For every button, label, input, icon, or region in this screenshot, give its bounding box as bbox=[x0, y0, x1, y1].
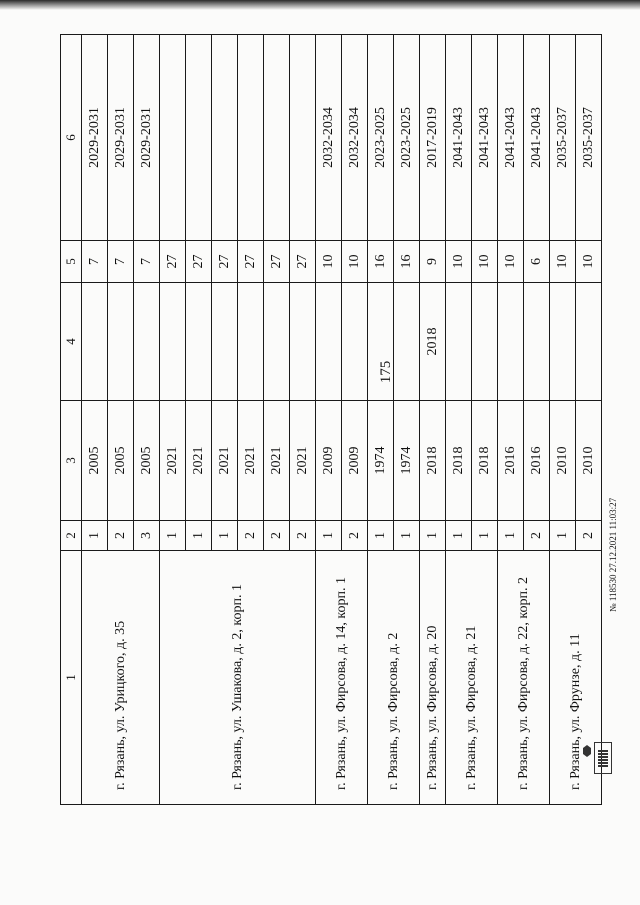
table-cell: 27 bbox=[186, 241, 212, 283]
header-cell: 6 bbox=[61, 35, 82, 241]
address-cell: г. Рязань, ул. Ушакова, д. 2, корп. 1 bbox=[160, 551, 316, 805]
table-cell bbox=[576, 283, 602, 401]
table-cell: 2032-2034 bbox=[342, 35, 368, 241]
table-cell bbox=[238, 35, 264, 241]
table-cell: 2018 bbox=[420, 283, 446, 401]
table-cell: 1 bbox=[316, 521, 342, 551]
table-cell: 16 bbox=[368, 241, 394, 283]
table-cell bbox=[238, 283, 264, 401]
table-row bbox=[368, 35, 394, 805]
table-row bbox=[498, 35, 524, 805]
table-cell: 7 bbox=[82, 241, 108, 283]
table-row bbox=[446, 35, 472, 805]
table-row bbox=[550, 35, 576, 805]
table-cell bbox=[524, 283, 550, 401]
table-cell bbox=[550, 283, 576, 401]
header-cell: 3 bbox=[61, 401, 82, 521]
table-cell: 2 bbox=[238, 521, 264, 551]
table-cell: 1 bbox=[472, 521, 498, 551]
table-cell: 2041-2043 bbox=[498, 35, 524, 241]
address-cell: г. Рязань, ул. Фирсова, д. 21 bbox=[446, 551, 498, 805]
table-cell: 1 bbox=[420, 521, 446, 551]
table-cell: 27 bbox=[290, 241, 316, 283]
table-cell bbox=[290, 35, 316, 241]
table-cell: 2005 bbox=[134, 401, 160, 521]
table-cell: 6 bbox=[524, 241, 550, 283]
table-cell: 2021 bbox=[238, 401, 264, 521]
table-cell: 2035-2037 bbox=[550, 35, 576, 241]
table-cell: 2016 bbox=[524, 401, 550, 521]
table-cell: 2029-2031 bbox=[134, 35, 160, 241]
table-row bbox=[316, 35, 342, 805]
table-cell: 10 bbox=[316, 241, 342, 283]
table-cell: 10 bbox=[498, 241, 524, 283]
table-cell: 1 bbox=[498, 521, 524, 551]
table-cell: 2005 bbox=[82, 401, 108, 521]
table-cell: 10 bbox=[576, 241, 602, 283]
table-cell bbox=[212, 35, 238, 241]
table-cell: 2041-2043 bbox=[446, 35, 472, 241]
table-cell: 1 bbox=[446, 521, 472, 551]
table-cell: 2 bbox=[524, 521, 550, 551]
table-cell: 2 bbox=[342, 521, 368, 551]
table-cell bbox=[394, 283, 420, 401]
table-cell: 1 bbox=[550, 521, 576, 551]
header-cell: 5 bbox=[61, 241, 82, 283]
table-cell: 2018 bbox=[472, 401, 498, 521]
table-cell: 16 bbox=[394, 241, 420, 283]
page-number: 175 bbox=[378, 360, 394, 384]
table-cell: 2 bbox=[576, 521, 602, 551]
table-cell: 2010 bbox=[550, 401, 576, 521]
table-cell bbox=[316, 283, 342, 401]
table-cell: 2023-2025 bbox=[368, 35, 394, 241]
table-cell: 2 bbox=[108, 521, 134, 551]
table-cell bbox=[472, 283, 498, 401]
table-cell: 1 bbox=[394, 521, 420, 551]
table-cell: 1 bbox=[212, 521, 238, 551]
table-cell: 27 bbox=[238, 241, 264, 283]
table-cell bbox=[160, 35, 186, 241]
table-cell bbox=[264, 35, 290, 241]
address-cell: г. Рязань, ул. Фрунзе, д. 11 bbox=[550, 551, 602, 805]
address-cell: г. Рязань, ул. Фирсова, д. 20 bbox=[420, 551, 446, 805]
table-cell: 2029-2031 bbox=[108, 35, 134, 241]
header-cell: 4 bbox=[61, 283, 82, 401]
table-cell bbox=[290, 283, 316, 401]
header-cell: 1 bbox=[61, 551, 82, 805]
table-cell: 2 bbox=[264, 521, 290, 551]
table-cell: 27 bbox=[160, 241, 186, 283]
address-cell: г. Рязань, ул. Урицкого, д. 35 bbox=[82, 551, 160, 805]
table-cell: 2041-2043 bbox=[524, 35, 550, 241]
table-cell: 1974 bbox=[368, 401, 394, 521]
table-cell: 2032-2034 bbox=[316, 35, 342, 241]
table-cell: 10 bbox=[446, 241, 472, 283]
table-cell: 2018 bbox=[446, 401, 472, 521]
data-table bbox=[60, 34, 602, 805]
table-cell bbox=[82, 283, 108, 401]
address-cell: г. Рязань, ул. Фирсова, д. 14, корп. 1 bbox=[316, 551, 368, 805]
table-cell bbox=[186, 35, 212, 241]
table-cell: 1 bbox=[368, 521, 394, 551]
table-cell: 2021 bbox=[160, 401, 186, 521]
table-cell: 2 bbox=[290, 521, 316, 551]
table-container bbox=[60, 35, 596, 805]
table-row bbox=[160, 35, 186, 805]
table-cell: 1 bbox=[186, 521, 212, 551]
table-cell: 7 bbox=[108, 241, 134, 283]
table-cell: 2021 bbox=[212, 401, 238, 521]
table-cell: 27 bbox=[212, 241, 238, 283]
address-cell: г. Рязань, ул. Фирсова, д. 22, корп. 2 bbox=[498, 551, 550, 805]
table-cell: 1 bbox=[82, 521, 108, 551]
table-cell: 2021 bbox=[186, 401, 212, 521]
table-header-row bbox=[61, 35, 82, 805]
table-cell: 1 bbox=[160, 521, 186, 551]
table-cell: 2035-2037 bbox=[576, 35, 602, 241]
table-cell: 2041-2043 bbox=[472, 35, 498, 241]
scan-shadow bbox=[0, 0, 640, 10]
table-cell bbox=[186, 283, 212, 401]
table-body bbox=[61, 35, 602, 805]
table-row bbox=[82, 35, 108, 805]
table-cell bbox=[134, 283, 160, 401]
table-cell: 3 bbox=[134, 521, 160, 551]
table-cell: 2023-2025 bbox=[394, 35, 420, 241]
table-cell: 2029-2031 bbox=[82, 35, 108, 241]
table-cell: 10 bbox=[550, 241, 576, 283]
table-cell: 10 bbox=[342, 241, 368, 283]
table-cell bbox=[446, 283, 472, 401]
table-cell: 27 bbox=[264, 241, 290, 283]
table-cell bbox=[160, 283, 186, 401]
table-cell bbox=[498, 283, 524, 401]
emblem-icon bbox=[582, 745, 592, 757]
address-cell: г. Рязань, ул. Фирсова, д. 2 bbox=[368, 551, 420, 805]
table-cell: 2021 bbox=[264, 401, 290, 521]
table-cell: 2021 bbox=[290, 401, 316, 521]
barcode-stamp-icon bbox=[594, 742, 612, 774]
table-cell: 1974 bbox=[394, 401, 420, 521]
table-cell bbox=[108, 283, 134, 401]
table-cell: 2018 bbox=[420, 401, 446, 521]
table-cell: 2017-2019 bbox=[420, 35, 446, 241]
table-cell: 9 bbox=[420, 241, 446, 283]
table-cell: 2005 bbox=[108, 401, 134, 521]
table-cell: 2009 bbox=[316, 401, 342, 521]
table-cell: 2016 bbox=[498, 401, 524, 521]
table-cell bbox=[368, 283, 394, 401]
registration-stamp-text: № 118530 27.12.2021 11:03:27 bbox=[608, 497, 618, 612]
header-cell: 2 bbox=[61, 521, 82, 551]
table-cell: 7 bbox=[134, 241, 160, 283]
table-cell: 10 bbox=[472, 241, 498, 283]
table-cell bbox=[342, 283, 368, 401]
table-cell: 2010 bbox=[576, 401, 602, 521]
table-cell: 2009 bbox=[342, 401, 368, 521]
table-cell bbox=[264, 283, 290, 401]
table-row bbox=[420, 35, 446, 805]
table-cell bbox=[212, 283, 238, 401]
